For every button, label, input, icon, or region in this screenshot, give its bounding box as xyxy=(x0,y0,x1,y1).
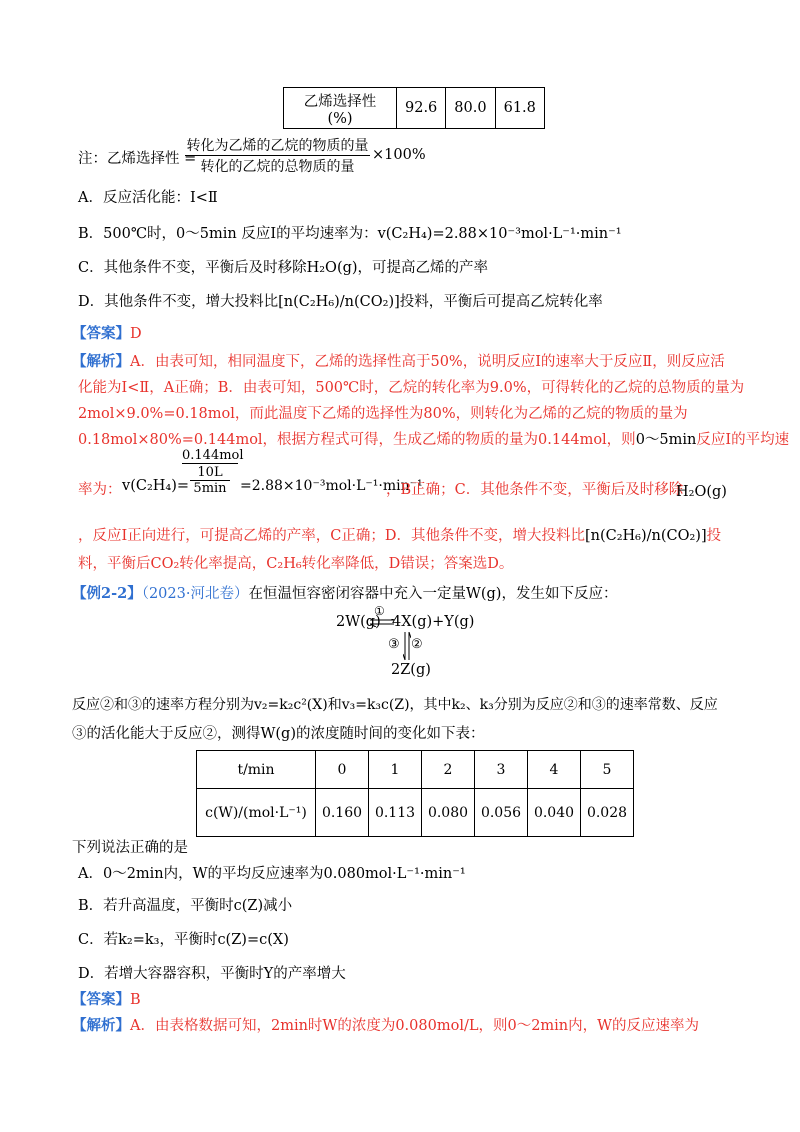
q1-option-d-text: D．其他条件不变，增大投料比 xyxy=(78,294,279,310)
q1-option-b-formula: v(C₂H₄)=2.88×10⁻³mol·L⁻¹·min⁻¹ xyxy=(377,226,622,242)
concentration-value: 0.028 xyxy=(581,789,634,837)
reaction-down-label: ③ xyxy=(388,637,400,652)
analysis-1-line-5a: 率为： xyxy=(78,482,122,498)
concentration-value: 0.056 xyxy=(475,789,528,837)
analysis-1-line-4: 0.18mol×80%=0.144mol，根据方程式可得，生成乙烯的物质的量为0.144mol，则0～5min反应Ⅰ的平均速 xyxy=(78,432,790,448)
time-range-formula: 0～5min xyxy=(635,432,697,448)
rate-equation-paragraph-line-1: 反应②和③的速率方程分别为v₂=k₂c²(X)和v₃=k₃c(Z)，其中k₂、k₃分别为反应②和③的速率常数、反应 xyxy=(72,697,718,713)
answer-label: 【答案】 xyxy=(72,325,130,342)
q2-stem: 下列说法正确的是 xyxy=(72,840,188,856)
time-value: 1 xyxy=(369,751,422,789)
concentration-value: 0.160 xyxy=(316,789,369,837)
reaction-left: 2W(g) xyxy=(336,614,381,630)
analysis-label: 【解析】 xyxy=(72,353,130,370)
answer-value: D xyxy=(130,326,142,342)
selectivity-fraction xyxy=(185,135,370,176)
vertical-equilibrium-arrow-icon xyxy=(403,632,411,662)
feed-ratio-formula: [n(C₂H₆)/n(CO₂)] xyxy=(584,528,707,544)
q1-option-d-formula: [n(C₂H₆)/n(CO₂)] xyxy=(278,294,400,310)
h2o-formula: H₂O(g) xyxy=(676,484,727,500)
q2-option-b: B．若升高温度，平衡时c(Z)减小 xyxy=(78,898,293,914)
q1-option-c-tail: ，可提高乙烯的产率 xyxy=(357,260,489,276)
q1-option-b-text: B．500℃时，0～5min 反应Ⅰ的平均速率为： xyxy=(78,226,378,242)
q1-option-a: A．反应活化能：Ⅰ<Ⅱ xyxy=(78,190,218,206)
rate-frac-top: 0.144mol xyxy=(182,448,244,463)
rate-lhs: v(C₂H₄)= xyxy=(122,478,190,494)
analysis-1-line-2: 化能为Ⅰ<Ⅱ，A正确；B．由表可知，500℃时，乙烷的转化率为9.0%，可得转化的乙烷的总物质的量为 xyxy=(78,380,745,396)
example-label: 【例2-2】 xyxy=(72,585,142,602)
q2-option-c: C．若k₂=k₃，平衡时c(Z)=c(X) xyxy=(78,932,289,948)
answer-value: B xyxy=(130,992,141,1008)
q1-option-c xyxy=(78,256,488,277)
note-suffix: ×100% xyxy=(372,147,426,163)
rate-compound-fraction xyxy=(182,448,244,496)
analysis-1-line-5b: ，B正确；C．其他条件不变，平衡后及时移除 xyxy=(386,482,684,498)
q2-option-d: D．若增大容器容积，平衡时Y的产率增大 xyxy=(78,966,346,982)
analysis-1-line-7: 料，平衡后CO₂转化率提高，C₂H₆转化率降低，D错误；答案选D。 xyxy=(78,556,514,572)
selectivity-value: 61.8 xyxy=(495,88,544,129)
concentration-table xyxy=(196,750,634,837)
rate-equation-paragraph-line-2: ③的活化能大于反应②，测得W(g)的浓度随时间的变化如下表： xyxy=(72,726,485,742)
analysis-2-line-1: 【解析】A．由表格数据可知，2min时W的浓度为0.080mol/L，则0～2min内，W的反应速率为 xyxy=(72,1017,700,1034)
note-prefix: 注：乙烯选择性 = xyxy=(78,151,197,167)
time-value: 3 xyxy=(475,751,528,789)
selectivity-label: 乙烯选择性(%) xyxy=(284,88,397,129)
concentration-value: 0.040 xyxy=(528,789,581,837)
analysis-label: 【解析】 xyxy=(72,1017,130,1034)
reaction-right: 4X(g)+Y(g) xyxy=(392,614,475,630)
analysis-1-line-1: 【解析】A．由表可知，相同温度下，乙烯的选择性高于50%，说明反应Ⅰ的速率大于反应Ⅱ，则反应活 xyxy=(72,353,725,370)
q1-option-b xyxy=(78,222,622,243)
time-value: 4 xyxy=(528,751,581,789)
concentration-header: c(W)/(mol·L⁻¹) xyxy=(197,789,316,837)
answer-2 xyxy=(72,988,141,1009)
fraction-numerator: 转化为乙烯的乙烷的物质的量 xyxy=(186,138,369,154)
analysis-1-line-3: 2mol×9.0%=0.18mol，而此温度下乙烯的选择性为80%，则转化为乙烯的乙烷的物质的量为 xyxy=(78,406,688,422)
reaction-up-label: ② xyxy=(411,637,423,652)
example-source: （2023·河北卷） xyxy=(141,586,249,602)
rate-frac-mid: 10L xyxy=(197,465,223,480)
rate-rhs: =2.88×10⁻³mol·L⁻¹·min⁻¹ xyxy=(240,478,423,494)
rate-frac-bot: 5min xyxy=(193,481,227,496)
fraction-denominator: 转化的乙烷的总物质的量 xyxy=(200,159,355,175)
reaction-bottom: 2Z(g) xyxy=(391,662,431,678)
concentration-value: 0.080 xyxy=(422,789,475,837)
selectivity-value: 92.6 xyxy=(397,88,446,129)
time-value: 2 xyxy=(422,751,475,789)
time-value: 5 xyxy=(581,751,634,789)
q1-option-d-tail: 投料，平衡后可提高乙烷转化率 xyxy=(399,294,603,310)
example-intro: 在恒温恒容密闭容器中充入一定量W(g)，发生如下反应： xyxy=(248,586,618,602)
time-header: t/min xyxy=(197,751,316,789)
answer-label: 【答案】 xyxy=(72,991,130,1008)
time-value: 0 xyxy=(316,751,369,789)
q1-option-d xyxy=(78,290,603,311)
answer-1 xyxy=(72,322,142,343)
reaction-arrow-label: ① xyxy=(374,604,385,618)
q2-option-a: A．0～2min内，W的平均反应速率为0.080mol·L⁻¹·min⁻¹ xyxy=(78,866,466,882)
concentration-value: 0.113 xyxy=(369,789,422,837)
selectivity-value: 80.0 xyxy=(446,88,495,129)
example-header xyxy=(72,582,617,603)
analysis-1-line-6: ，反应Ⅰ正向进行，可提高乙烯的产率，C正确；D．其他条件不变，增大投料比[n(C₂H₆)/n(CO₂)]投 xyxy=(78,528,722,544)
q1-option-c-text: C．其他条件不变，平衡后及时移除 xyxy=(78,260,307,276)
selectivity-table xyxy=(283,87,545,129)
q1-option-c-formula: H₂O(g) xyxy=(306,260,358,276)
